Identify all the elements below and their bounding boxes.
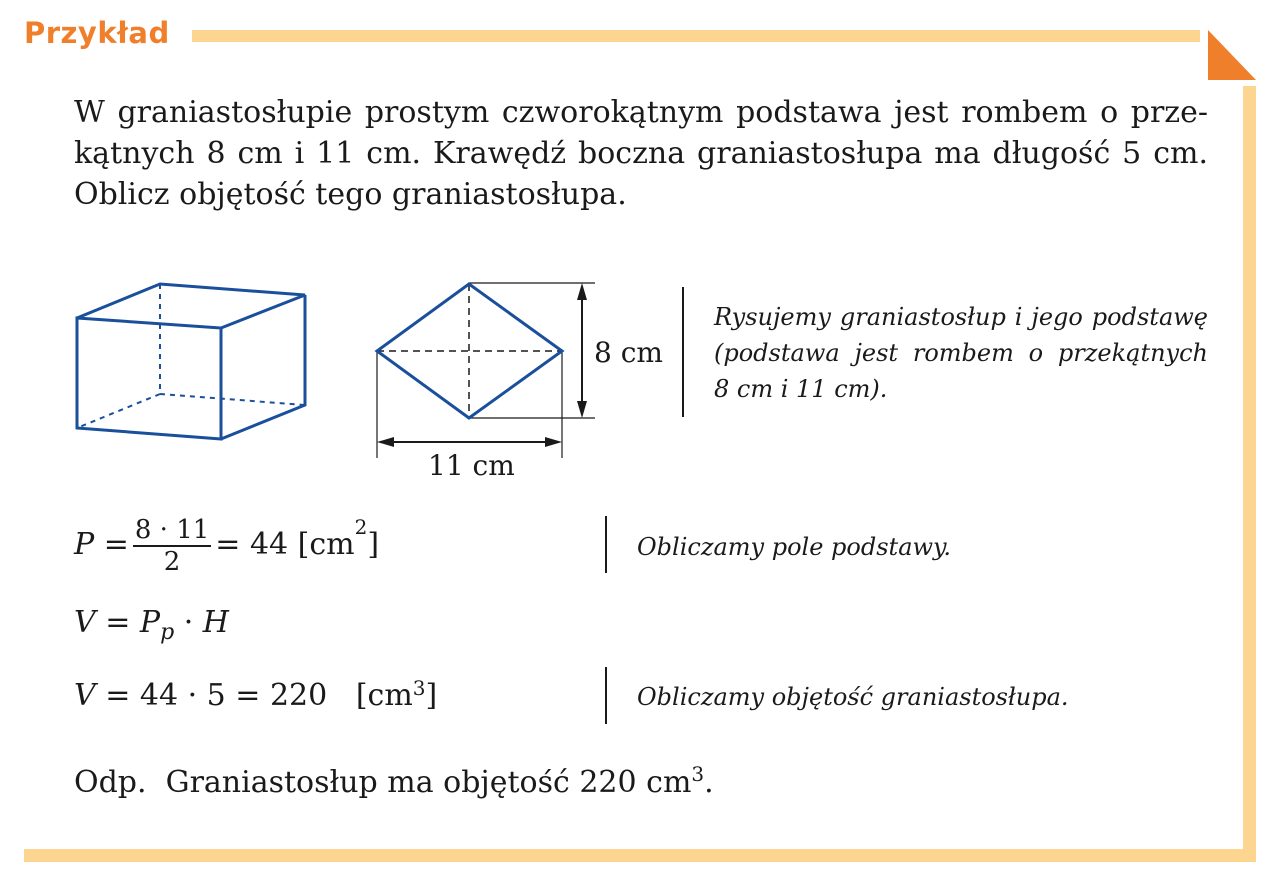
volume-calc-close: ] — [425, 678, 438, 713]
problem-text — [74, 92, 1208, 215]
figure-note — [714, 299, 1208, 407]
area-formula — [74, 515, 379, 577]
arrow-down-icon — [577, 401, 587, 418]
height-label: 8 cm — [594, 336, 663, 369]
volume-formula-v: V — [74, 605, 96, 640]
figure-note-line-3: 8 cm i 11 cm). — [714, 375, 888, 403]
answer-exponent: 3 — [691, 762, 705, 786]
figure-note-line-2: (podstawa jest rombem o przekątnych — [714, 339, 1208, 367]
area-formula-result: = 44 [cm — [215, 527, 355, 562]
prism-hidden-right — [160, 394, 305, 405]
volume-formula-eq: = — [95, 605, 140, 640]
bottom-border — [24, 849, 1256, 862]
header-bar — [192, 30, 1200, 42]
area-fraction-numerator: 8 · 11 — [134, 515, 210, 545]
prism-drawing — [60, 270, 320, 455]
right-border — [1243, 86, 1256, 862]
volume-calc — [74, 676, 437, 716]
answer-text: Odp. Graniastosłup ma objętość 220 cm — [74, 765, 692, 800]
area-formula-close: ] — [367, 527, 380, 562]
volume-calc-result: = 44 · 5 = 220 [cm — [95, 678, 413, 713]
arrow-up-icon — [577, 283, 587, 300]
prism-hidden-left — [77, 394, 160, 428]
volume-calc-v: V — [74, 678, 96, 713]
volume-formula-sub: p — [160, 620, 175, 645]
area-fraction — [133, 515, 211, 577]
volume-formula-dot: · — [174, 605, 203, 640]
area-note: Obliczamy pole podstawy. — [637, 533, 952, 561]
volume-formula-h: H — [202, 605, 229, 640]
figure-divider — [682, 287, 684, 417]
answer — [74, 762, 714, 803]
area-fraction-denominator: 2 — [163, 547, 181, 577]
volume-unit-exponent: 3 — [412, 676, 426, 700]
arrow-right-icon — [545, 437, 562, 447]
width-label: 11 cm — [428, 449, 515, 482]
prism-right-edges — [221, 295, 305, 439]
volume-formula — [74, 603, 229, 653]
prism-front-face — [77, 318, 221, 439]
arrow-left-icon — [377, 437, 394, 447]
problem-line-2: kątnych 8 cm i 11 cm. Krawędź boczna graniastosłupa ma długość 5 cm. — [74, 136, 1208, 171]
problem-line-3: Oblicz objętość tego graniastosłupa. — [74, 177, 627, 212]
corner-fold — [1208, 30, 1256, 80]
area-divider — [605, 516, 607, 573]
volume-note: Obliczamy objętość graniastosłupa. — [637, 683, 1069, 711]
area-formula-lhs: P = — [74, 527, 129, 562]
problem-line-1: W graniastosłupie prostym czworokątnym podstawa jest rombem o prze- — [74, 95, 1208, 130]
volume-formula-p: P — [139, 605, 161, 640]
figure-note-line-1: Rysujemy graniastosłup i jego podstawę — [714, 303, 1208, 331]
area-unit-exponent: 2 — [354, 515, 368, 539]
header-title: Przykład — [24, 16, 170, 50]
volume-divider — [605, 667, 607, 724]
answer-end: . — [704, 765, 714, 800]
rhombus-drawing — [360, 270, 680, 485]
